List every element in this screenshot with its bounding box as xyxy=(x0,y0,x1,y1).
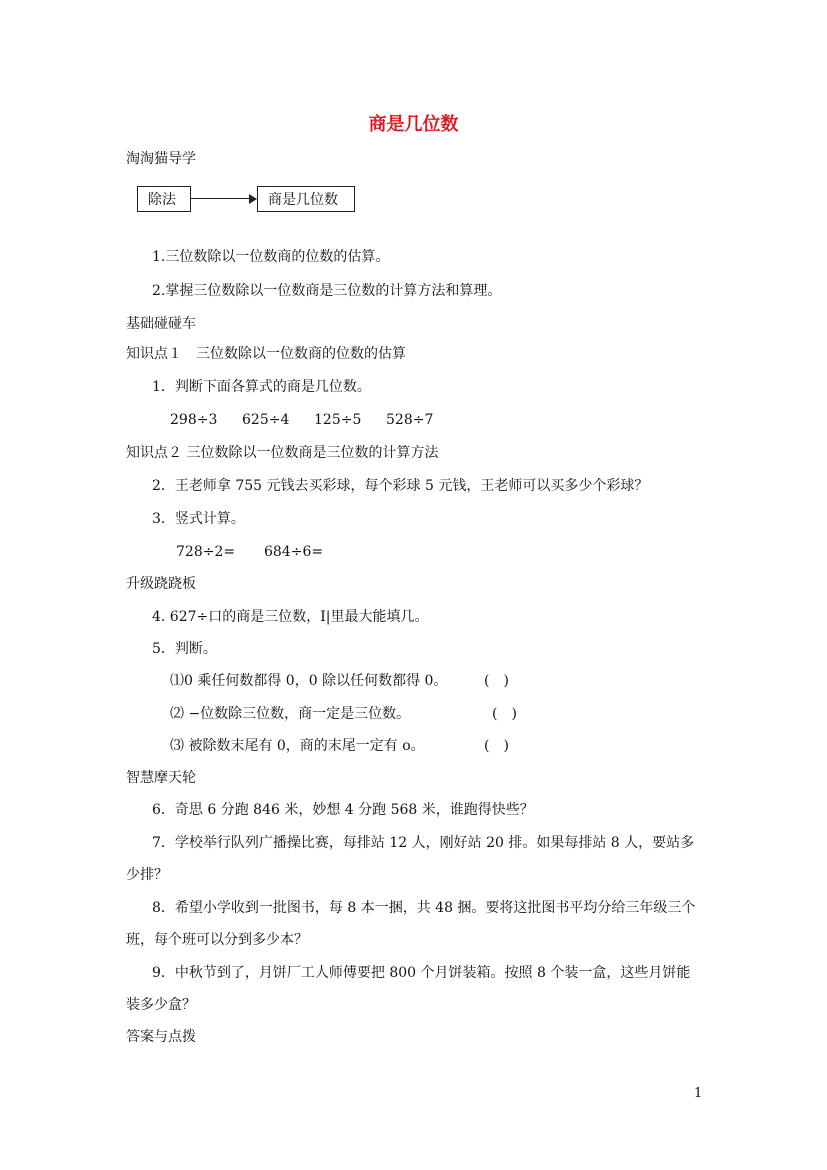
question-7-line-1: 7．学校举行队列广播操比赛，每排站 12 人，刚好站 20 排。如果每排站 8 人，要站多 xyxy=(152,835,695,851)
flow-box-quotient-label: 商是几位数 xyxy=(268,192,338,208)
question-5: 5．判断。 xyxy=(152,641,217,657)
question-6: 6．奇思 6 分跑 846 米，妙想 4 分跑 568 米，谁跑得快些？ xyxy=(152,802,534,818)
q1-expression: 625÷4 xyxy=(242,412,290,428)
q1-expression: 298÷3 xyxy=(170,412,218,428)
question-2: 2．王老师拿 755 元钱去买彩球，每个彩球 5 元钱，王老师可以买多少个彩球？ xyxy=(152,478,649,494)
page-title: 商是几位数 xyxy=(368,114,459,135)
flow-box-division xyxy=(137,186,191,212)
question-8-line-1: 8．希望小学收到一批图书，每 8 本一捆，共 48 捆。要将这批图书平均分给三年级三个 xyxy=(152,900,696,916)
section-basic-heading: 基础碰碰车 xyxy=(126,316,196,332)
question-3: 3．竖式计算。 xyxy=(152,511,245,527)
question-8-line-2: 班，每个班可以分到多少本？ xyxy=(126,932,308,948)
page-number: 1 xyxy=(694,1086,703,1101)
answer-parentheses: ( ) xyxy=(484,738,509,754)
flow-arrow-line xyxy=(191,198,249,199)
question-4: 4. 627÷口的商是三位数，I|里最大能填几。 xyxy=(152,609,429,625)
knowledge-point-2: 知识点２ 三位数除以一位数商是三位数的计算方法 xyxy=(126,445,439,461)
q3-expression: 684÷6= xyxy=(264,544,324,560)
flow-box-quotient-digits xyxy=(257,186,355,212)
flow-box-division-label: 除法 xyxy=(148,192,176,208)
section-upgrade-heading: 升级跷跷板 xyxy=(126,576,196,592)
section-wisdom-heading: 智慧摩天轮 xyxy=(126,770,196,786)
arrow-right-icon xyxy=(249,194,257,204)
section-guide-heading: 淘淘猫导学 xyxy=(126,151,196,167)
question-9-line-1: 9．中秋节到了，月饼厂工人师傅要把 800 个月饼装箱。按照 8 个装一盒，这些月饼能 xyxy=(152,965,691,981)
goal-1: 1.三位数除以一位数商的位数的估算。 xyxy=(152,249,390,265)
q1-expression: 125÷5 xyxy=(314,412,362,428)
section-answer-heading: 答案与点拨 xyxy=(126,1029,196,1045)
knowledge-point-1: 知识点１ 三位数除以一位数商的位数的估算 xyxy=(126,346,406,362)
question-9-line-2: 装多少盒？ xyxy=(126,997,196,1013)
question-1: 1．判断下面各算式的商是几位数。 xyxy=(152,379,371,395)
answer-parentheses: ( ) xyxy=(484,673,509,689)
q3-expression: 728÷2= xyxy=(176,544,236,560)
goal-2: 2.掌握三位数除以一位数商是三位数的计算方法和算理。 xyxy=(152,283,502,299)
answer-parentheses: ( ) xyxy=(492,706,517,722)
q1-expression: 528÷7 xyxy=(386,412,434,428)
q5-item-1: ⑴0 乘任何数都得 0，0 除以任何数都得 0。 xyxy=(170,673,448,689)
q5-item-2: ⑵ −位数除三位数，商一定是三位数。 xyxy=(170,706,411,722)
q5-item-3: ⑶ 被除数末尾有 0，商的末尾一定有 o。 xyxy=(170,738,425,754)
question-7-line-2: 少排？ xyxy=(126,867,168,883)
